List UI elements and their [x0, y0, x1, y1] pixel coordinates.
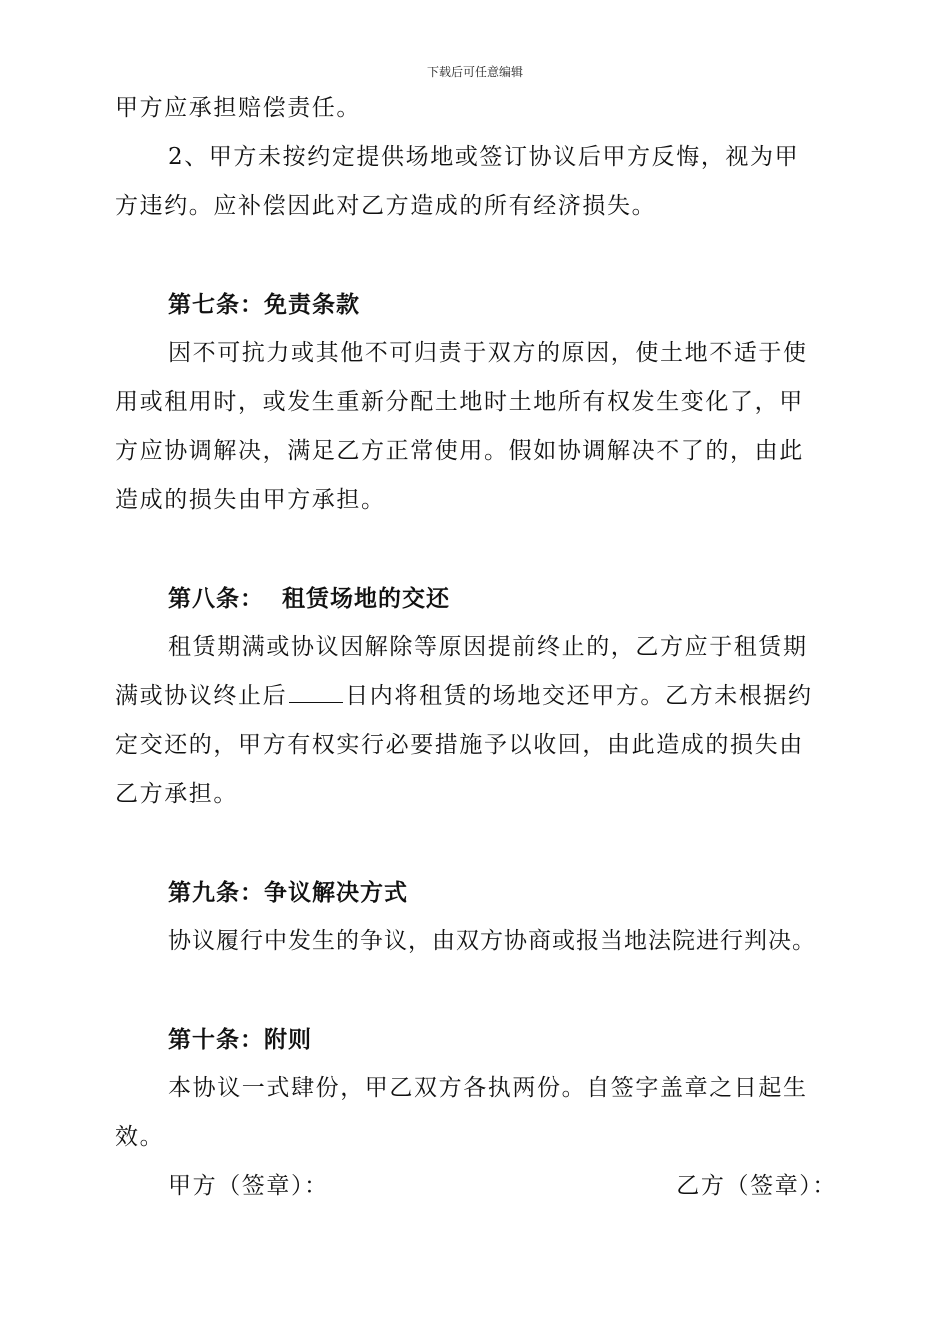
spacer	[115, 525, 837, 574]
article-10-heading: 第十条：附则	[168, 1026, 312, 1053]
paragraph-line: 造成的损失由甲方承担。	[115, 487, 386, 513]
spacer	[115, 231, 837, 280]
page-header-note: 下载后可任意编辑	[426, 65, 523, 79]
text-segment: 满或协议终止后	[115, 683, 288, 709]
paragraph-line: 方应协调解决，满足乙方正常使用。假如协调解决不了的，由此	[115, 438, 804, 464]
paragraph-line: 2、甲方未按约定提供场地或签订协议后甲方反悔，视为甲	[168, 144, 800, 170]
paragraph-line: 租赁期满或协议因解除等原因提前终止的，乙方应于租赁期	[168, 634, 808, 660]
paragraph-line: 因不可抗力或其他不可归责于双方的原因，使土地不适于使	[168, 340, 808, 366]
article-9-heading: 第九条：争议解决方式	[168, 879, 408, 906]
spacer	[115, 966, 837, 1015]
spacer	[115, 819, 837, 868]
paragraph-line: 用或租用时，或发生重新分配土地时土地所有权发生变化了，甲	[115, 389, 804, 415]
article-7-heading: 第七条：免责条款	[168, 291, 360, 318]
paragraph-line: 乙方承担。	[115, 781, 238, 807]
party-b-signature-label: 乙方（签章）：	[676, 1173, 837, 1199]
paragraph-line: 本协议一式肆份，甲乙双方各执两份。自签字盖章之日起生	[168, 1075, 808, 1101]
party-a-signature-label: 甲方（签章）：	[168, 1173, 329, 1199]
paragraph-line: 效。	[115, 1124, 165, 1150]
paragraph-line: 协议履行中发生的争议，由双方协商或报当地法院进行判决。	[168, 928, 816, 954]
signature-row	[115, 1162, 837, 1211]
document-body	[115, 84, 837, 1211]
fill-in-blank	[289, 682, 343, 703]
text-segment: 日内将租赁的场地交还甲方。乙方未根据约	[345, 683, 813, 709]
paragraph-line: 甲方应承担赔偿责任。	[115, 95, 361, 121]
paragraph-line: 方违约。应补偿因此对乙方造成的所有经济损失。	[115, 193, 657, 219]
article-8-heading: 第八条： 租赁场地的交还	[168, 585, 451, 612]
paragraph-line: 定交还的，甲方有权实行必要措施予以收回，由此造成的损失由	[115, 732, 804, 758]
paragraph-line-with-blank	[115, 672, 837, 721]
